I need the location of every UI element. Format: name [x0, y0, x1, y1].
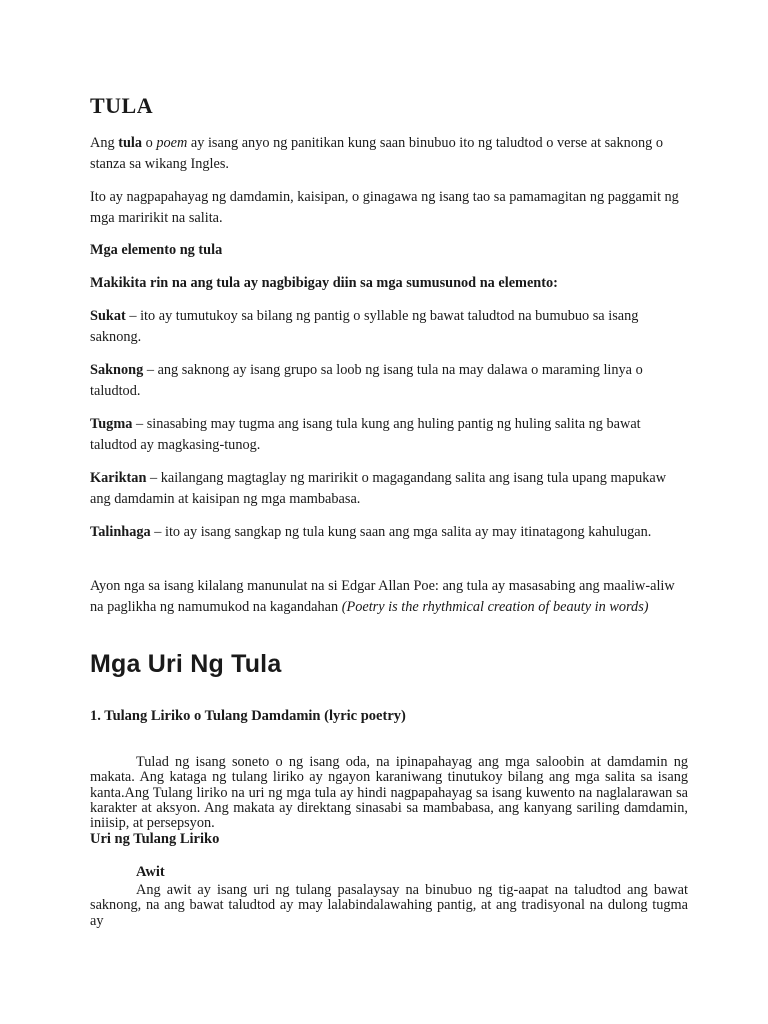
element-term: Saknong — [90, 362, 144, 378]
section-title: Mga Uri Ng Tula — [90, 650, 282, 678]
text-run: Ayon nga sa isang kilalang manunulat na si Edgar Allan Poe: ang tula ay masasabing ang maaliw-aliw na paglikha ng namumukod na kagandahan — [90, 578, 675, 615]
text-run: Ang — [90, 135, 119, 151]
elements-intro: Makikita rin na ang tula ay nagbibigay diin sa mga sumusunod na elemento: — [90, 275, 558, 291]
element-term: Talinhaga — [90, 524, 151, 540]
awit-paragraph — [90, 883, 688, 929]
italic-term: poem — [156, 135, 188, 151]
element-item-kariktan — [90, 468, 688, 510]
element-item-tugma — [90, 414, 688, 456]
elements-heading: Mga elemento ng tula — [90, 242, 223, 258]
text-run: Tulad ng isang soneto o ng isang oda, na ipinapahayag ang mga saloobin at damdamin ng makata. Ang kataga ng tulang liriko ay ngayon karaniwang tinutukoy bilang ang mga salita sa isang kanta.Ang Tulang liriko na uri ng mga tula ay hindi nagpapahayag sa isang kuwento na naglalarawan sa karakter at aksyon. Ang makata ay direktang sinasabi sa mambabasa, ang kanyang sariling damdamin, iniisip, at persepsyon. — [90, 754, 688, 832]
element-term: Tugma — [90, 416, 133, 432]
document-title: TULA — [90, 93, 154, 118]
poe-paragraph — [90, 576, 688, 618]
element-term: Kariktan — [90, 470, 147, 486]
element-definition: – ito ay tumutukoy sa bilang ng pantig o syllable ng bawat taludtod na bumubuo sa isang saknong. — [90, 308, 639, 345]
element-definition: – ang saknong ay isang grupo sa loob ng isang tula na may dalawa o maraming linya o taludtod. — [90, 362, 643, 399]
element-term: Sukat — [90, 308, 126, 324]
sub-heading-liriko: 1. Tulang Liriko o Tulang Damdamin (lyric poetry) — [90, 708, 406, 724]
element-item-saknong — [90, 360, 688, 402]
element-definition: – sinasabing may tugma ang isang tula kung ang huling pantig ng huling salita ng bawat taludtod ay magkasing-tunog. — [90, 416, 641, 453]
text-run: Ang awit ay isang uri ng tulang pasalaysay na binubuo ng tig-aapat na taludtod ang bawat saknong, na ang bawat taludtod ay may lalabindalawahing pantig, at ang tradisyonal na dulong tugma ay — [90, 882, 688, 929]
uri-heading: Uri ng Tulang Liriko — [90, 831, 220, 847]
text-run: ay isang anyo ng panitikan kung saan binubuo ito ng taludtod o verse at saknong o stanza sa wikang Ingles. — [90, 135, 663, 172]
intro-paragraph-2: Ito ay nagpapahayag ng damdamin, kaisipan, o ginagawa ng isang tao sa pamamagitan ng paggamit ng mga maririkit na salita. — [90, 189, 679, 226]
intro-paragraph-1 — [90, 133, 688, 175]
element-definition: – ito ay isang sangkap ng tula kung saan ang mga salita ay may itinatagong kahulugan. — [150, 524, 652, 540]
liriko-paragraph — [90, 755, 688, 831]
bold-term: tula — [118, 135, 143, 151]
element-item-talinhaga — [90, 522, 688, 543]
awit-heading: Awit — [136, 864, 165, 880]
element-item-sukat — [90, 306, 688, 348]
element-definition: – kailangang magtaglay ng maririkit o magagandang salita ang isang tula upang mapukaw ang damdamin at kaisipan ng mga mambabasa. — [90, 470, 667, 507]
text-run: o — [142, 135, 157, 151]
poe-quote: (Poetry is the rhythmical creation of beauty in words) — [341, 599, 649, 615]
